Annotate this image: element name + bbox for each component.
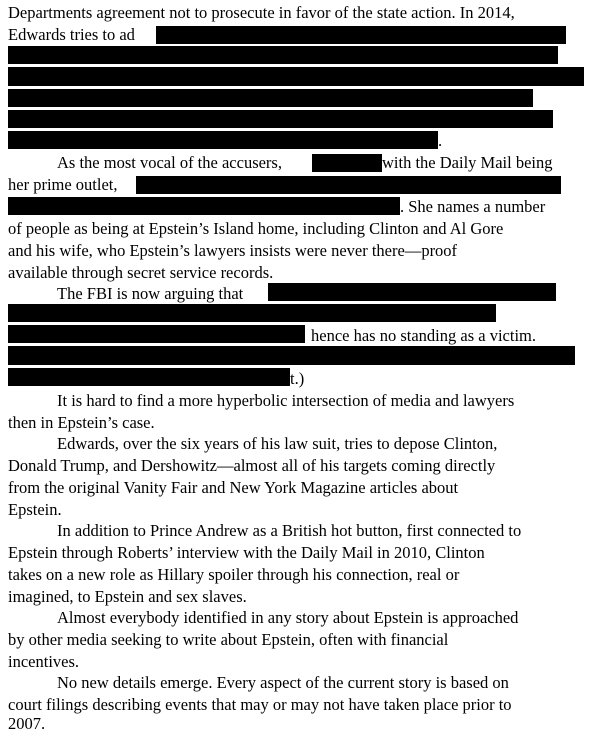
redaction-bar [8, 110, 553, 128]
redaction-bar [8, 89, 533, 107]
text-line: with the Daily Mail being [382, 153, 553, 172]
text-line: and his wife, who Epstein’s lawyers insists were never there—proof [8, 241, 458, 260]
text-line: incentives. [8, 652, 80, 671]
text-line: It is hard to find a more hyperbolic intersection of media and lawyers [57, 391, 515, 410]
text-line: Donald Trump, and Dershowitz—almost all of his targets coming directly [8, 456, 496, 475]
redaction-bar [8, 131, 438, 149]
redaction-bar [312, 154, 382, 172]
redaction-bar [8, 368, 290, 386]
text-line: Edwards tries to ad [8, 25, 135, 44]
redaction-bar [156, 26, 566, 44]
text-line: her prime outlet, [8, 175, 118, 194]
redaction-bar [8, 46, 558, 64]
text-line: In addition to Prince Andrew as a British hot button, first connected to [57, 521, 522, 540]
text-line: of people as being at Epstein’s Island home, including Clinton and Al Gore [8, 219, 504, 238]
redaction-bar [8, 304, 496, 322]
text-line: . [438, 131, 443, 150]
redaction-bar [8, 67, 584, 86]
text-line: court filings describing events that may or may not have taken place prior to [8, 695, 512, 714]
text-line: . She names a number [400, 197, 546, 216]
text-line: takes on a new role as Hillary spoiler through his connection, real or [8, 565, 460, 584]
text-line: available through secret service records. [8, 263, 274, 282]
text-line: from the original Vanity Fair and New York Magazine articles about [8, 478, 459, 497]
text-line: As the most vocal of the accusers, [57, 153, 282, 172]
redaction-bar [8, 346, 575, 365]
redaction-bar [136, 176, 561, 194]
text-line: Edwards, over the six years of his law suit, tries to depose Clinton, [57, 434, 498, 453]
redaction-bar [8, 325, 305, 343]
text-line: imagined, to Epstein and sex slaves. [8, 587, 247, 606]
text-line: Epstein through Roberts’ interview with the Daily Mail in 2010, Clinton [8, 543, 485, 562]
text-line: hence has no standing as a victim. [311, 326, 536, 345]
text-line: by other media seeking to write about Epstein, often with financial [8, 630, 449, 649]
text-line: 2007. [8, 714, 46, 733]
redaction-bar [268, 283, 556, 301]
text-line: The FBI is now arguing that [57, 284, 244, 303]
redaction-bar [8, 197, 400, 215]
text-line: Almost everybody identified in any story about Epstein is approached [57, 608, 519, 627]
text-line: Departments agreement not to prosecute in favor of the state action. In 2014, [8, 3, 515, 22]
text-line: Epstein. [8, 500, 62, 519]
text-line: No new details emerge. Every aspect of the current story is based on [57, 673, 509, 692]
text-line: then in Epstein’s case. [8, 413, 155, 432]
text-line: t.) [290, 369, 305, 388]
